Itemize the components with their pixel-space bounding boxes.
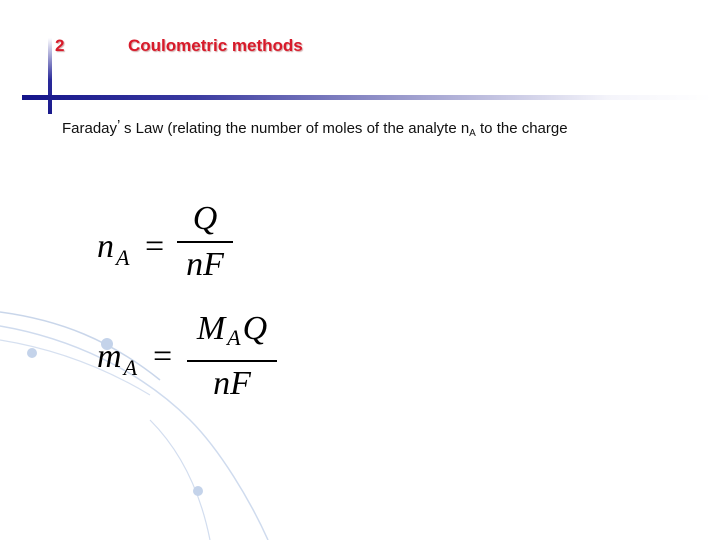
equals-sign: = (145, 228, 165, 265)
equals-sign: = (153, 338, 173, 375)
numerator (187, 310, 277, 357)
numerator-sub: A (227, 325, 241, 350)
fraction-bar (187, 360, 277, 362)
denominator: nF (186, 245, 224, 283)
lhs-var: n (97, 228, 114, 265)
equation-lhs (97, 228, 129, 271)
fraction (177, 200, 233, 284)
lhs-sub: A (116, 245, 130, 270)
body-prefix: Faraday (62, 120, 118, 137)
lhs-var: m (97, 338, 122, 375)
numerator: Q (192, 200, 218, 237)
denominator: nF (213, 364, 251, 402)
body-subscript: A (469, 128, 476, 139)
body-apostrophe: ’ (117, 117, 120, 134)
vertical-accent-bar (48, 38, 52, 114)
horizontal-accent-bar (22, 95, 712, 100)
lhs-sub: A (123, 355, 138, 380)
equation-lhs (97, 338, 137, 381)
numerator-main: M (196, 310, 226, 347)
fraction-bar (177, 241, 233, 243)
body-middle: s Law (relating the number of moles of the analyte n (119, 120, 470, 137)
numerator-tail: Q (242, 310, 268, 347)
fraction (187, 310, 277, 403)
body-text (62, 117, 568, 139)
slide-title: Coulometric methods (128, 36, 303, 55)
section-number: 2 (55, 36, 65, 55)
body-suffix: to the charge (475, 120, 568, 137)
